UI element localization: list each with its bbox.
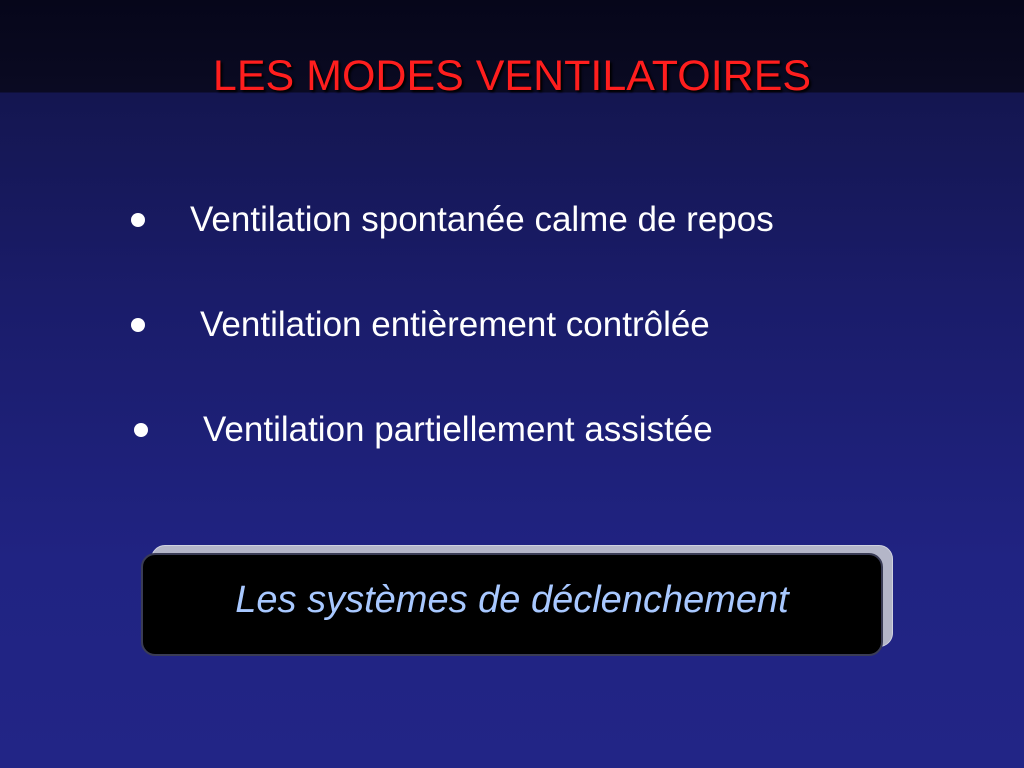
- bullet-text: Ventilation partiellement assistée: [203, 410, 713, 449]
- bullet-text: Ventilation entièrement contrôlée: [200, 305, 710, 344]
- bullet-item: [134, 405, 713, 455]
- callout-text: Les systèmes de déclenchement: [235, 579, 789, 621]
- bullet-dot-icon: [131, 318, 145, 332]
- slide-title: LES MODES VENTILATOIRES: [212, 52, 812, 100]
- bullet-dot-icon: [131, 213, 145, 227]
- bullet-item: [131, 300, 710, 350]
- bullet-item: [131, 195, 774, 245]
- bullet-text: Ventilation spontanée calme de repos: [190, 200, 774, 239]
- bullet-dot-icon: [134, 423, 148, 437]
- callout-box: [141, 553, 883, 656]
